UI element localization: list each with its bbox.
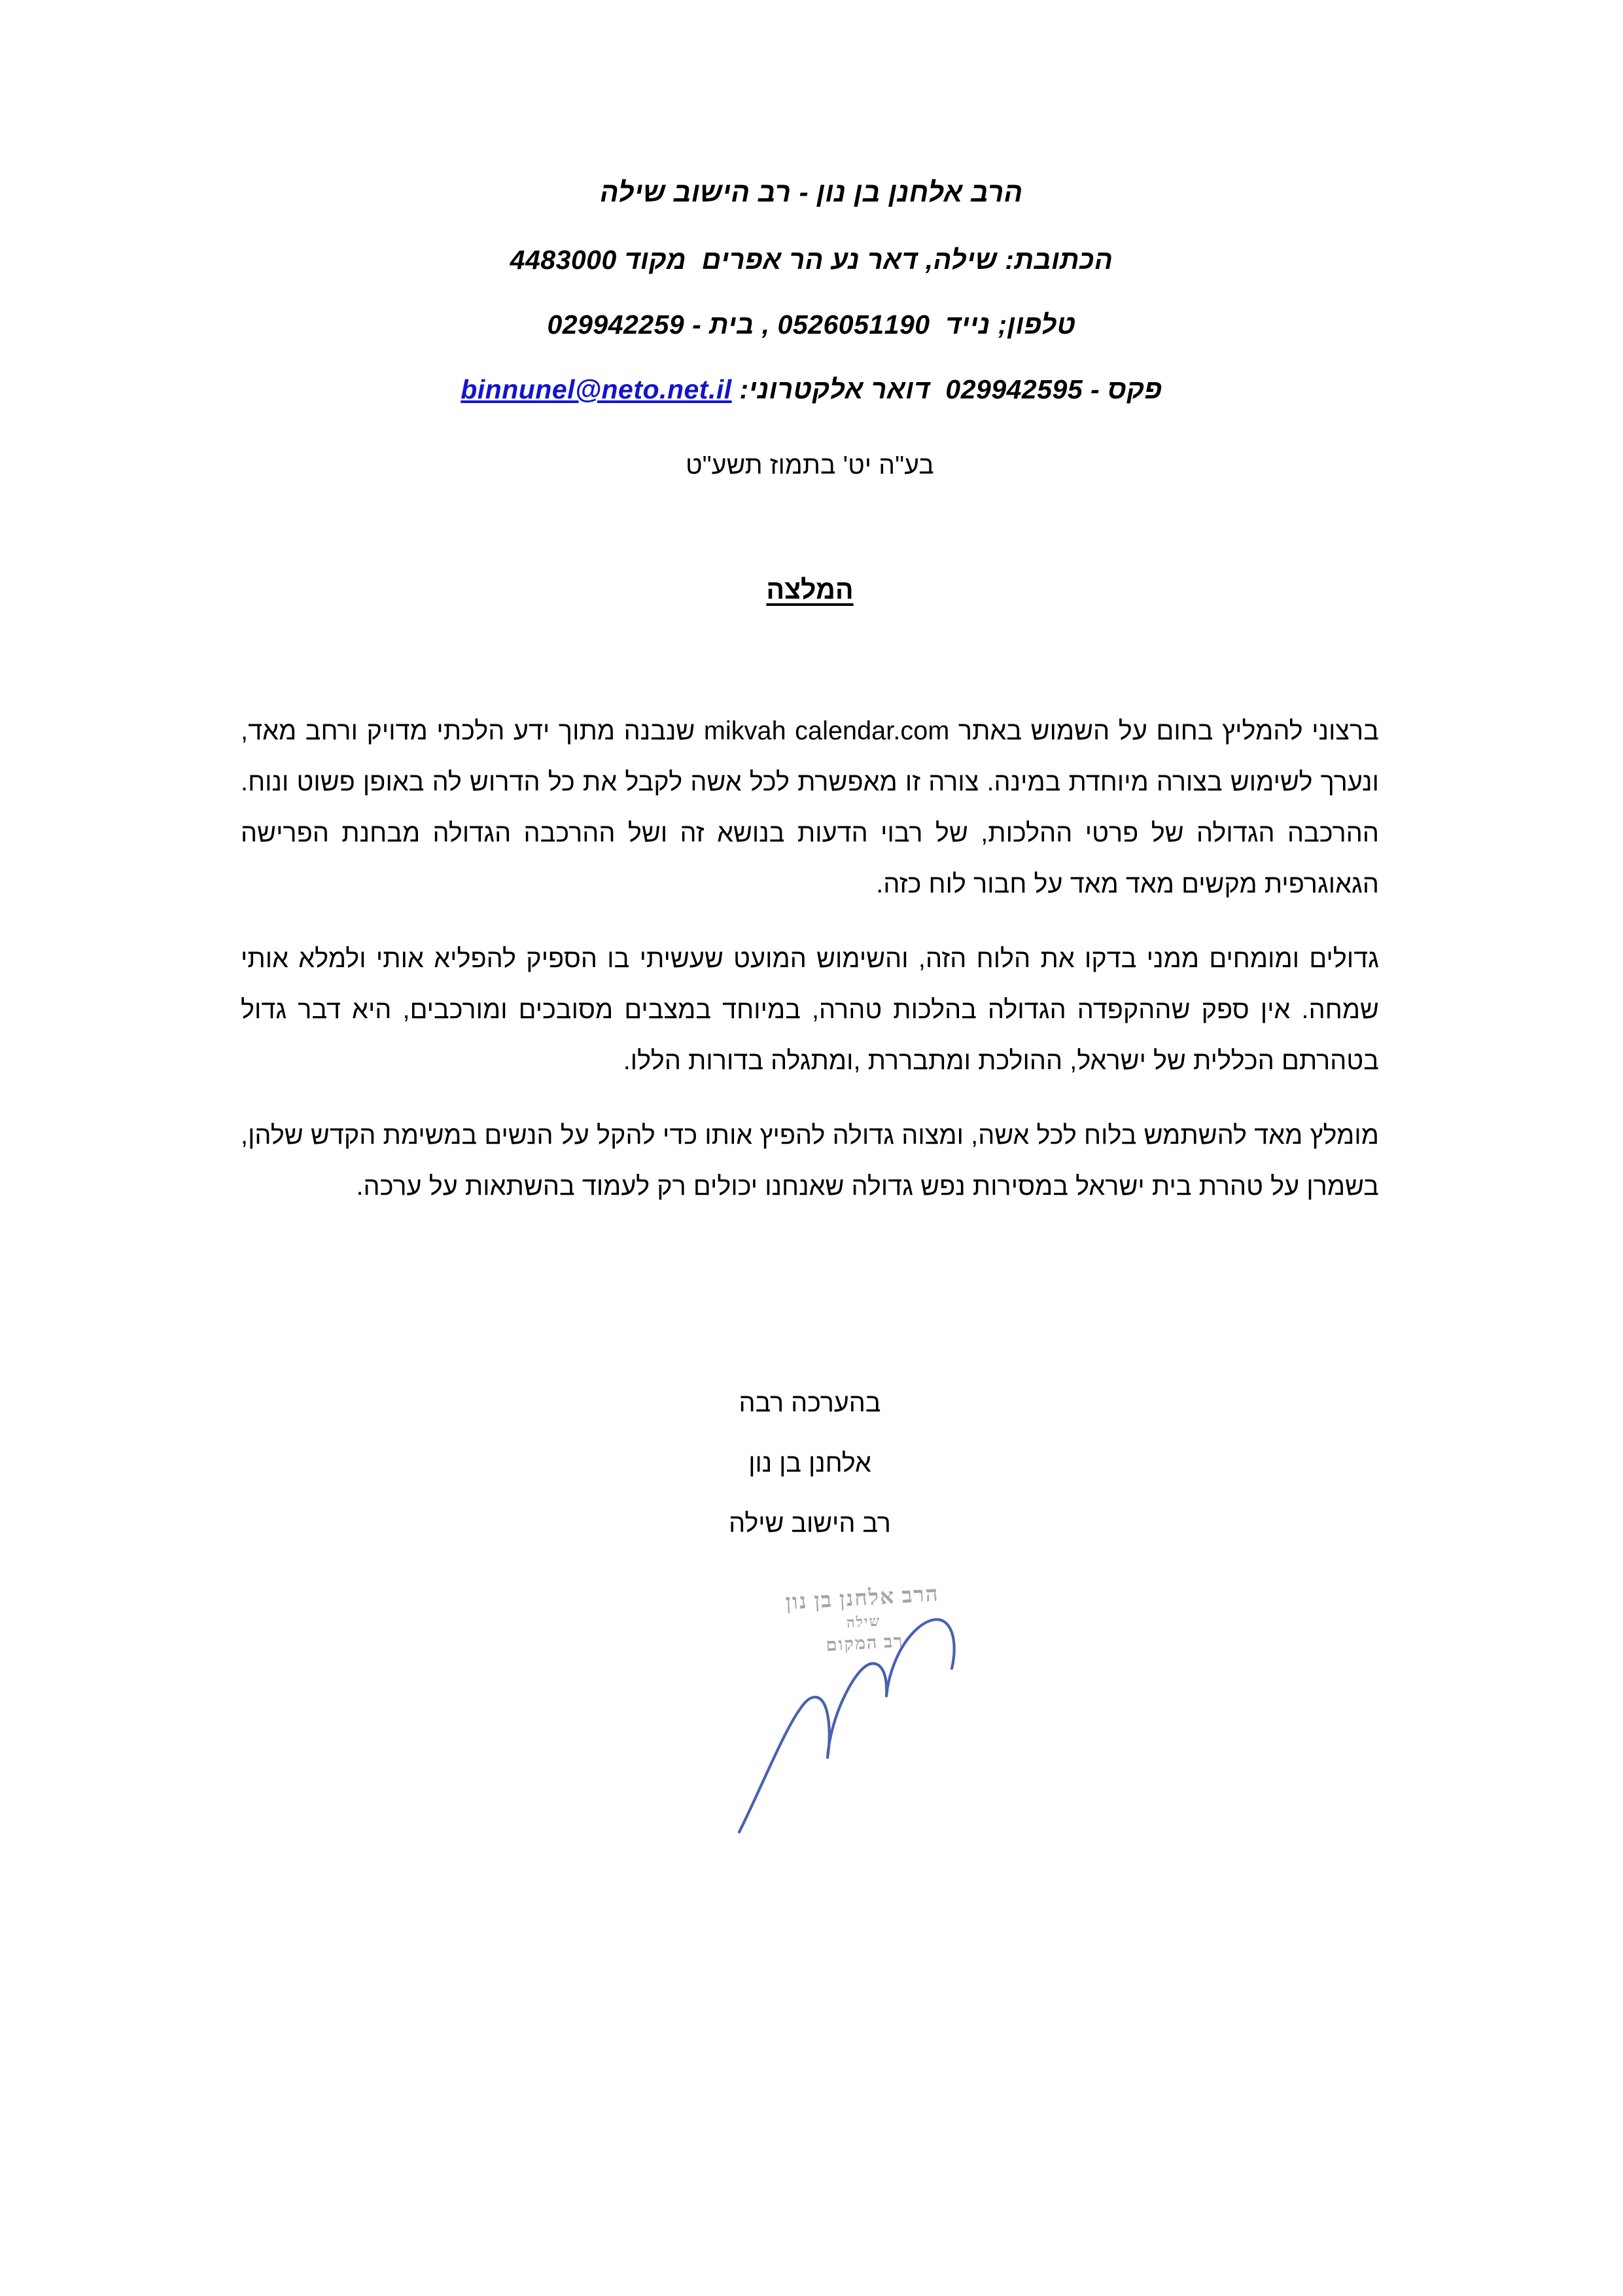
- body-paragraph-1: [241, 705, 1379, 910]
- stamp-name-line: הרב אלחנן בן נון: [784, 1582, 940, 1615]
- letterhead-fax-email-line: [0, 374, 1623, 405]
- paragraph-1-text-after-site: שנבנה מתוך ידע הלכתי מדויק ורחב מאד, ונערך לשימוש בצורה מיוחדת במינה. צורה זו מאפשרת לכל אשה לקבל את כל הדרוש לה באופן פשוט ונוח. ההרכבה הגדולה של פרטי ההלכות, של רבוי הדעות בנושא זה ושל ההרכבה הגדולה מבחנת הפרישה הגאוגרפית מקשים מאד מאד על חבור לוח כזה.: [241, 716, 1379, 898]
- letterhead-phone-line: טלפון; נייד 0526051190 , בית - 029942259: [547, 309, 1076, 340]
- site-name-mikvah-calendar: mikvah calendar.com: [703, 716, 950, 745]
- signoff-name: אלחנן בן נון: [748, 1449, 871, 1477]
- stamp-place-line: שילה: [846, 1612, 881, 1631]
- paragraph-1-text-before-site: ברצוני להמליץ בחום על השמוש באתר: [949, 716, 1379, 745]
- email-link[interactable]: binnunel@neto.net.il: [461, 374, 732, 404]
- signoff-role: רב הישוב שילה: [729, 1509, 891, 1538]
- page-title: [241, 574, 1379, 605]
- stamp-role-line: רב המקום: [825, 1631, 905, 1655]
- date-line: בע"ה יט' בתמוז תשע"ט: [686, 451, 934, 480]
- body-paragraph-2: גדולים ומומחים ממני בדקו את הלוח הזה, והשימוש המועט שעשיתי בו הספיק להפליא אותי ולמלא אותי שמחה. אין ספק שההקפדה הגדולה בהלכות טהרה, במיוחד במצבים מסובכים ומורכבים, היא דבר גדול בטהרתם הכללית של ישראל, ההולכת ומתבררת ,ומתגלה בדורות הללו.: [241, 944, 1379, 1075]
- page-title-text: המלצה: [766, 574, 854, 605]
- signoff-greeting: בהערכה רבה: [739, 1388, 881, 1417]
- letter-body: [241, 705, 1379, 1212]
- signature-and-stamp-area: [693, 1570, 1034, 1852]
- letterhead-address-line: הכתובת: שילה, דאר נע הר אפרים מקוד 4483000: [510, 245, 1113, 275]
- handwritten-signature-icon: [693, 1570, 1034, 1852]
- letterhead: [0, 177, 1623, 405]
- letterhead-name-line: הרב אלחנן בן נון - רב הישוב שילה: [600, 177, 1023, 207]
- signoff-block: [241, 1373, 1379, 1553]
- rubber-stamp: [731, 1579, 996, 1661]
- body-paragraph-3: מומלץ מאד להשתמש בלוח לכל אשה, ומצוה גדולה להפיץ אותו כדי להקל על הנשים במשימת הקדש שלהן, בשמרן על טהרת בית ישראל במסירות נפש גדולה שאנחנו יכולים רק לעמוד בהשתאות על ערכה.: [241, 1121, 1379, 1201]
- letterhead-fax-label: פקס - 029942595 דואר אלקטרוני:: [731, 374, 1162, 404]
